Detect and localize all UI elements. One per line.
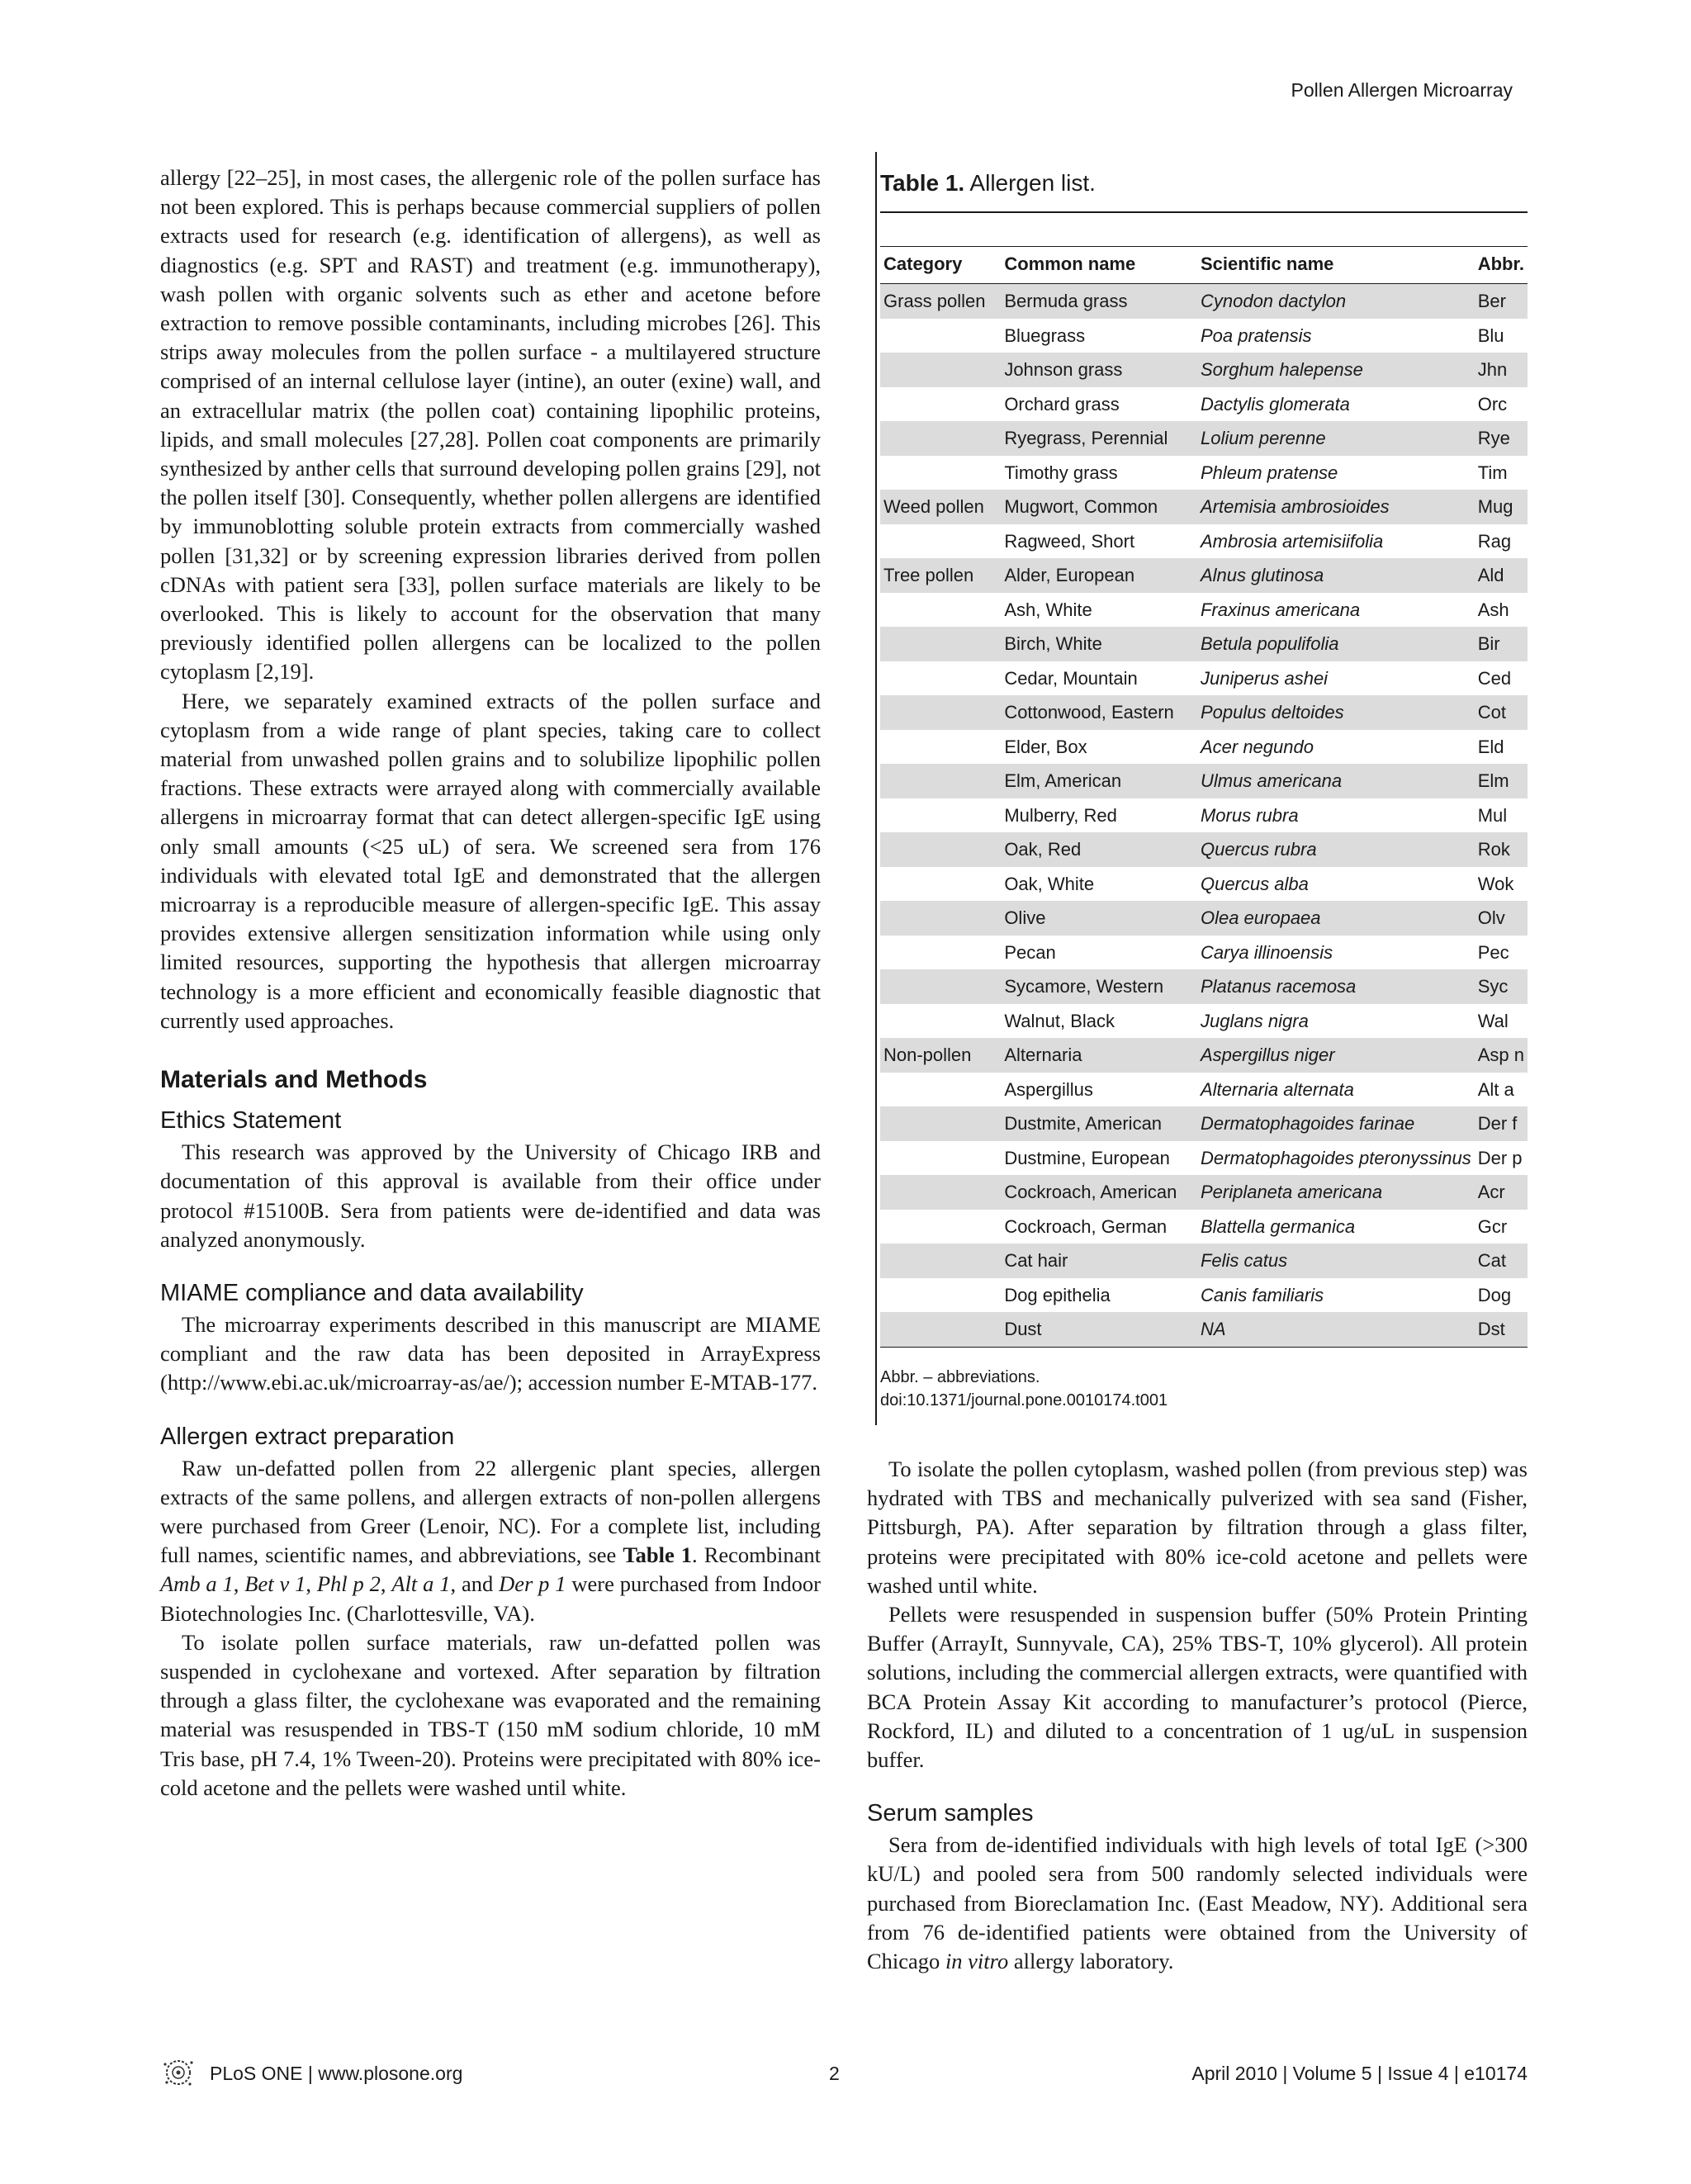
scientific-name-cell: Juniperus ashei — [1200, 667, 1329, 689]
abbreviation-cell: Orc — [1477, 393, 1508, 415]
table-row — [880, 284, 1528, 319]
scientific-name-cell: Juglans nigra — [1200, 1010, 1309, 1031]
column-header: Scientific name — [1197, 247, 1475, 284]
allergen-table — [880, 246, 1528, 1348]
table-label: Table 1. — [880, 170, 965, 196]
common-name-cell: Elm, American — [1001, 764, 1197, 798]
scientific-name-cell: Aspergillus niger — [1197, 1038, 1475, 1073]
scientific-name-cell: Alternaria alternata — [1200, 1078, 1354, 1100]
abbreviation-cell: Dog — [1477, 1284, 1512, 1305]
common-name-cell: Ash, White — [1004, 599, 1092, 620]
scientific-name-cell: Lolium perenne — [1197, 421, 1475, 456]
table-row — [880, 1175, 1528, 1210]
abbreviation-cell: Asp n — [1475, 1038, 1528, 1073]
scientific-name-cell: Sorghum halepense — [1197, 353, 1475, 387]
scientific-name-cell: Dermatophagoides pteronyssinus — [1200, 1147, 1471, 1168]
table-row — [880, 901, 1528, 936]
scientific-name-cell: Betula populifolia — [1197, 627, 1475, 661]
common-name-cell: Ryegrass, Perennial — [1001, 421, 1197, 456]
common-name-cell: Ragweed, Short — [1004, 530, 1135, 552]
abbreviation-cell: Rok — [1475, 832, 1528, 867]
common-name-cell: Cockroach, American — [1001, 1175, 1197, 1210]
miame-paragraph: The microarray experiments described in this manuscript are MIAME compliant and the raw data has been deposited in ArrayExpress (http://www.ebi.ac.uk/microarray-as/ae/); accession number E-MTAB-177. — [160, 1311, 821, 1395]
page-number: 2 — [829, 2063, 840, 2084]
abbreviation-cell: Alt a — [1477, 1078, 1514, 1100]
table-footnote — [880, 1366, 1528, 1412]
table-row — [880, 661, 1528, 696]
column-header: Abbr. — [1475, 247, 1528, 284]
abbreviation-cell: Tim — [1477, 462, 1508, 483]
scientific-name-cell: Dermatophagoides farinae — [1197, 1106, 1475, 1141]
extract-text: and — [461, 1571, 494, 1597]
ethics-paragraph: This research was approved by the University of Chicago IRB and documentation of this approval is available from their office under protocol #15100B. Sera from patients were de-identified and data was analyzed anonymously. — [160, 1139, 821, 1252]
category-cell: Non-pollen — [880, 1038, 1001, 1073]
category-cell — [880, 1175, 1001, 1210]
table-row — [880, 558, 1528, 593]
common-name-cell: Aspergillus — [1004, 1078, 1093, 1100]
scientific-name-cell: Dactylis glomerata — [1200, 393, 1350, 415]
scientific-name-cell: Quercus alba — [1200, 873, 1309, 894]
abbreviation-cell: Der f — [1475, 1106, 1528, 1141]
table-row — [880, 764, 1528, 798]
table-row — [880, 1038, 1528, 1073]
abbreviation-cell: Jhn — [1475, 353, 1528, 387]
category-cell — [880, 867, 1001, 902]
subsection-heading-ethics: Ethics Statement — [160, 1107, 342, 1135]
abbreviation-cell: Syc — [1475, 969, 1528, 1004]
table-row — [880, 524, 1528, 559]
serum-text: allergy laboratory. — [1008, 1949, 1174, 1974]
table-row — [880, 1312, 1528, 1347]
abbreviation-cell: Acr — [1475, 1175, 1528, 1210]
category-cell — [880, 832, 1001, 867]
common-name-cell: Pecan — [1004, 941, 1056, 963]
category-cell — [880, 764, 1001, 798]
common-name-cell: Bermuda grass — [1001, 284, 1197, 319]
scientific-name-cell: Blattella germanica — [1200, 1215, 1356, 1237]
common-name-cell: Orchard grass — [1004, 393, 1120, 415]
category-cell — [880, 1278, 1001, 1313]
scientific-name-cell: Alnus glutinosa — [1197, 558, 1475, 593]
scientific-name-cell: Periplaneta americana — [1197, 1175, 1475, 1210]
scientific-name-cell: Cynodon dactylon — [1197, 284, 1475, 319]
category-cell — [880, 353, 1001, 387]
common-name-cell: Sycamore, Western — [1001, 969, 1197, 1004]
table-row — [880, 387, 1528, 422]
table-row — [880, 319, 1528, 353]
abbreviation-cell: Rag — [1477, 530, 1512, 552]
allergen-name: Amb a 1 — [160, 1571, 234, 1597]
serum-text-italic: in vitro — [945, 1949, 1009, 1974]
scientific-name-cell: Ambrosia artemisiifolia — [1200, 530, 1384, 552]
category-cell: Tree pollen — [880, 558, 1001, 593]
table-row — [880, 456, 1528, 490]
abbreviation-cell: Ash — [1477, 599, 1509, 620]
table-row — [880, 936, 1528, 970]
common-name-cell: Oak, White — [1004, 873, 1095, 894]
common-name-cell: Alternaria — [1001, 1038, 1197, 1073]
table-row — [880, 627, 1528, 661]
table-row — [880, 798, 1528, 833]
abbreviation-cell: Ald — [1475, 558, 1528, 593]
common-name-cell: Mulberry, Red — [1004, 804, 1117, 826]
table-row — [880, 353, 1528, 387]
abbreviation-cell: Mug — [1475, 490, 1528, 524]
category-cell — [880, 456, 1001, 490]
journal-url[interactable]: PLoS ONE | www.plosone.org — [210, 2063, 463, 2084]
abbreviation-cell: Pec — [1477, 941, 1509, 963]
common-name-cell: Cat hair — [1001, 1244, 1197, 1278]
table-row — [880, 1244, 1528, 1278]
running-title: Pollen Allergen Microarray — [1291, 79, 1513, 101]
category-cell — [880, 661, 1001, 696]
category-cell — [880, 421, 1001, 456]
abbreviation-cell: Gcr — [1477, 1215, 1508, 1237]
abbreviation-cell: Mul — [1477, 804, 1508, 826]
abbreviation-cell: Dst — [1475, 1312, 1528, 1347]
column-header: Common name — [1001, 247, 1197, 284]
intro-paragraph: allergy [22–25], in most cases, the allergenic role of the pollen surface has not been explored. This is perhaps because commercial suppliers of pollen extracts used for research (e.g. identification of allergens), as well as diagnostics (e.g. SPT and RAST) and treatment (e.g. immunotherapy), wash pollen with organic solvents such as ether and acetone before extraction to remove possible contaminants, including microbes [26]. This strips away molecules from the pollen surface - a multilayered structure comprised of an internal cellulose layer (intine), an outer (exine) wall, and an extracellular matrix (the pollen coat) containing lipophilic proteins, lipids, and small molecules [27,28]. Pollen coat components are primarily synthesized by anther cells that surround developing pollen grains [29], not the pollen itself [30]. Consequently, whether pollen allergens are identified by immunoblotting soluble protein extracts from commercially washed pollen [31,32] or by screening expression libraries derived from pollen cDNAs with patient sera [33], pollen surface materials are likely to be overlooked. This is likely to account for the observation that many previously identified pollen allergens can be localized to the pollen cytoplasm [2,19]. — [160, 165, 821, 685]
common-name-cell: Walnut, Black — [1004, 1010, 1115, 1031]
common-name-cell: Cedar, Mountain — [1004, 667, 1138, 689]
plos-logo-icon — [160, 2054, 197, 2091]
column-header: Category — [880, 247, 1001, 284]
category-cell — [880, 319, 1001, 353]
common-name-cell: Timothy grass — [1004, 462, 1118, 483]
common-name-cell: Alder, European — [1001, 558, 1197, 593]
category-cell: Grass pollen — [880, 284, 1001, 319]
common-name-cell: Mugwort, Common — [1001, 490, 1197, 524]
table-row — [880, 867, 1528, 902]
common-name-cell: Dog epithelia — [1004, 1284, 1111, 1305]
table-row — [880, 695, 1528, 730]
abbreviation-cell: Wok — [1477, 873, 1514, 894]
table-row — [880, 1004, 1528, 1039]
extract-text: . Recombinant — [692, 1542, 821, 1568]
abbreviation-cell: Der p — [1477, 1147, 1523, 1168]
serum-paragraph — [867, 1831, 1528, 1976]
extract-text: Raw un-defatted pollen from 22 allergenic plant species, allergen extracts of the same pollens, and allergen extracts of non-pollen allergens were purchased from Greer (Lenoir, NC). For a complete list, including full names, scientific names, and abbreviations, see — [160, 1455, 821, 1568]
footnote-doi[interactable]: doi:10.1371/journal.pone.0010174.t001 — [880, 1390, 1168, 1409]
extract-paragraph: To isolate pollen surface materials, raw un-defatted pollen was suspended in cyclohexane and vortexed. After separation by filtration through a glass filter, the cyclohexane was evaporated and the remaining material was resuspended in TBS-T (150 mM sodium chloride, 10 mM Tris base, pH 7.4, 1% Tween-20). Proteins were precipitated with 80% ice-cold acetone and the pellets were washed until white. — [160, 1629, 821, 1800]
allergen-name: Alt a 1 — [391, 1571, 451, 1597]
abbreviation-cell: Wal — [1477, 1010, 1509, 1031]
scientific-name-cell: Olea europaea — [1197, 901, 1475, 936]
common-name-cell: Dustmine, European — [1004, 1147, 1170, 1168]
scientific-name-cell: Populus deltoides — [1197, 695, 1475, 730]
common-name-cell: Dustmite, American — [1001, 1106, 1197, 1141]
scientific-name-cell: Artemisia ambrosioides — [1197, 490, 1475, 524]
abbreviation-cell: Cot — [1475, 695, 1528, 730]
category-cell — [880, 1106, 1001, 1141]
scientific-name-cell: Carya illinoensis — [1200, 941, 1333, 963]
category-cell — [880, 524, 1001, 559]
table-row — [880, 1073, 1528, 1107]
category-cell — [880, 1141, 1001, 1176]
right-column — [867, 1455, 1528, 1976]
category-cell — [880, 730, 1001, 765]
common-name-cell: Olive — [1001, 901, 1197, 936]
table-title-rule — [880, 211, 1528, 213]
allergen-name: Phl p 2 — [316, 1571, 381, 1597]
subsection-heading-miame: MIAME compliance and data availability — [160, 1279, 584, 1306]
allergen-name: Bet v 1 — [244, 1571, 306, 1597]
serum-text: Sera from de-identified individuals with high levels of total IgE (>300 kU/L) and pooled sera from 500 randomly selected individuals were purchased from Bioreclamation Inc. (East Meadow, NY). Additional sera from 76 de-identified patients were obtained from the University of Chicago — [867, 1832, 1528, 1974]
scientific-name-cell: Canis familiaris — [1200, 1284, 1324, 1305]
table-row — [880, 1210, 1528, 1244]
scientific-name-cell: Ulmus americana — [1197, 764, 1475, 798]
abbreviation-cell: Blu — [1477, 325, 1504, 346]
table-row — [880, 730, 1528, 765]
category-cell — [880, 798, 1001, 833]
common-name-cell: Johnson grass — [1001, 353, 1197, 387]
scientific-name-cell: Fraxinus americana — [1200, 599, 1361, 620]
common-name-cell: Elder, Box — [1004, 736, 1087, 757]
common-name-cell: Cockroach, German — [1004, 1215, 1168, 1237]
pellets-paragraph: Pellets were resuspended in suspension buffer (50% Protein Printing Buffer (ArrayIt, Sunnyvale, CA), 25% TBS-T, 10% glycerol). All protein solutions, including the commercial allergen extracts, were quantified with BCA Protein Assay Kit according to manufacturer’s protocol (Pierce, Rockford, IL) and diluted to a concentration of 1 ug/uL in suspension buffer. — [867, 1602, 1528, 1773]
table-row — [880, 1106, 1528, 1141]
scientific-name-cell: Phleum pratense — [1200, 462, 1338, 483]
common-name-cell: Dust — [1001, 1312, 1197, 1347]
table-caption: Allergen list. — [969, 170, 1096, 196]
scientific-name-cell: Platanus racemosa — [1197, 969, 1475, 1004]
section-heading: Materials and Methods — [160, 1066, 428, 1094]
table-title — [880, 170, 1528, 208]
subsection-heading-serum: Serum samples — [867, 1800, 1034, 1827]
common-name-cell: Oak, Red — [1001, 832, 1197, 867]
extract-paragraph: Raw un-defatted pollen from 22 allergenic plant species, allergen extracts of the same pollens, and allergen extracts of non-pollen allergens were purchased from Greer (Lenoir, NC). For a complete list, including full names, scientific names, and abbreviations, see Table 1. Recombinant Amb a 1, Bet v 1, Phl p 2, Alt a 1, and Der p 1 were purchased from Indoor Biotechnologies Inc. (Charlottesville, VA). — [160, 1455, 822, 1626]
category-cell — [880, 1244, 1001, 1278]
abbreviation-cell: Eld — [1477, 736, 1504, 757]
scientific-name-cell: Poa pratensis — [1200, 325, 1312, 346]
issue-info: April 2010 | Volume 5 | Issue 4 | e10174 — [1191, 2063, 1528, 2084]
category-cell: Weed pollen — [880, 490, 1001, 524]
table-1 — [880, 157, 1528, 1412]
category-cell — [880, 695, 1001, 730]
category-cell — [880, 627, 1001, 661]
footnote-abbr: Abbr. – abbreviations. — [880, 1367, 1040, 1386]
scientific-name-cell: Acer negundo — [1200, 736, 1314, 757]
allergen-name: Der p 1 — [499, 1571, 566, 1597]
abbreviation-cell: Bir — [1475, 627, 1528, 661]
abbreviation-cell: Cat — [1475, 1244, 1528, 1278]
table-reference-link[interactable]: Table 1 — [623, 1542, 693, 1568]
category-cell — [880, 936, 1001, 970]
category-cell — [880, 969, 1001, 1004]
table-header-row — [880, 247, 1528, 284]
table-row — [880, 593, 1528, 628]
scientific-name-cell: NA — [1197, 1312, 1475, 1347]
page-footer — [160, 2059, 1528, 2092]
cytoplasm-paragraph: To isolate the pollen cytoplasm, washed pollen (from previous step) was hydrated with TBS and mechanically pulverized with sea sand (Fisher, Pittsburgh, PA). After separation by filtration through a glass filter, proteins were precipitated with 80% ice-cold acetone and pellets were washed until white. — [867, 1457, 1528, 1598]
table-row — [880, 832, 1528, 867]
category-cell — [880, 1073, 1001, 1107]
category-cell — [880, 1210, 1001, 1244]
common-name-cell: Cottonwood, Eastern — [1001, 695, 1197, 730]
table-row — [880, 1141, 1528, 1176]
abbreviation-cell: Elm — [1475, 764, 1528, 798]
subsection-heading-extract: Allergen extract preparation — [160, 1423, 455, 1450]
common-name-cell: Bluegrass — [1004, 325, 1086, 346]
category-cell — [880, 1312, 1001, 1347]
scientific-name-cell: Felis catus — [1197, 1244, 1475, 1278]
scientific-name-cell: Quercus rubra — [1197, 832, 1475, 867]
category-cell — [880, 387, 1001, 422]
category-cell — [880, 901, 1001, 936]
table-row — [880, 1278, 1528, 1313]
abbreviation-cell: Ced — [1477, 667, 1512, 689]
scientific-name-cell: Morus rubra — [1200, 804, 1299, 826]
abbreviation-cell: Olv — [1475, 901, 1528, 936]
table-side-rule — [875, 152, 877, 1425]
abbreviation-cell: Rye — [1475, 421, 1528, 456]
category-cell — [880, 593, 1001, 628]
left-column — [160, 163, 821, 1803]
abbreviation-cell: Ber — [1475, 284, 1528, 319]
common-name-cell: Birch, White — [1001, 627, 1197, 661]
table-row — [880, 969, 1528, 1004]
intro-paragraph: Here, we separately examined extracts of the pollen surface and cytoplasm from a wide range of plant species, taking care to collect material from unwashed pollen grains and to solubilize lipophilic pollen fractions. These extracts were arrayed along with commercially available allergens in microarray format that can detect allergen-specific IgE using only small amounts (<25 uL) of sera. We screened sera from 176 individuals with elevated total IgE and demonstrated that the allergen microarray is a reproducible measure of allergen-specific IgE. This assay provides extensive allergen sensitization information while using only limited resources, supporting the hypothesis that allergen microarray technology is a more efficient and economically feasible diagnostic that currently used approaches. — [160, 688, 821, 1033]
extract-text: were purchased from Indoor Biotechnologies Inc. (Charlottesville, VA). — [160, 1571, 822, 1626]
table-row — [880, 421, 1528, 456]
category-cell — [880, 1004, 1001, 1039]
table-row — [880, 490, 1528, 524]
